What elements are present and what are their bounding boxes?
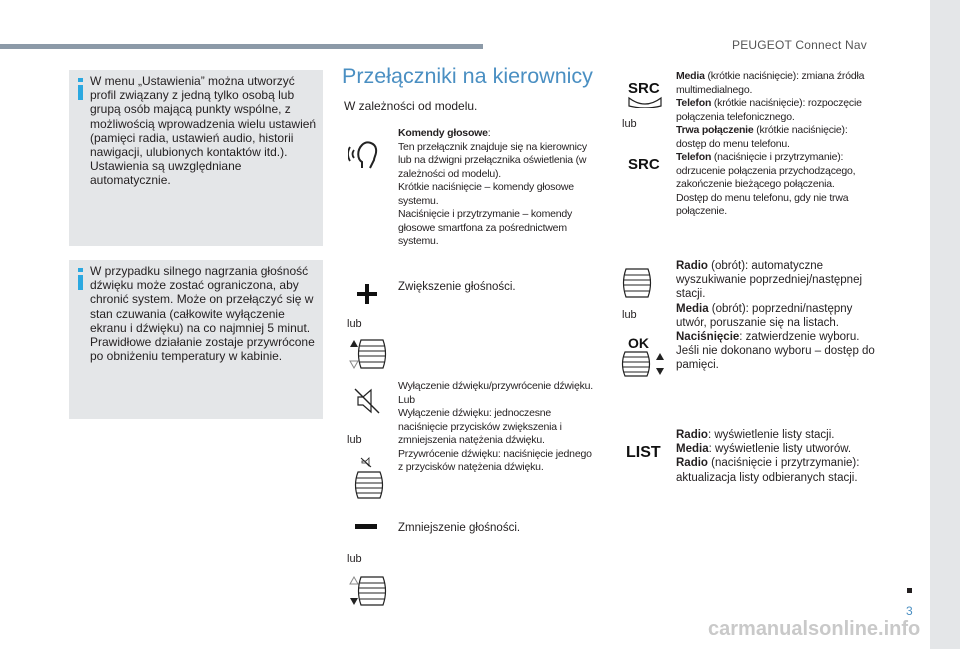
src-media-label: Media [676, 70, 705, 82]
volume-down-description: Zmniejszenie głośności. [398, 522, 521, 534]
volume-up-description: Zwiększenie głośności. [398, 281, 516, 293]
ok-description [676, 259, 876, 373]
ok-thumbwheel-icon [620, 351, 666, 377]
info-box-text: W przypadku silnego nagrzania głośność dźwięku może zostać ograniczona, aby chronić system. Może on przełączyć się w stan czuwania (całkowite wyłączenie ekranu i dźwięku) na co najmniej 5 minut. Prawidłowe działanie zostaje przywrócone po obniżeniu temperatury w kabinie. [90, 264, 315, 364]
page-edge-bar [930, 0, 960, 649]
list-radio-text: : wyświetlenie listy stacji. [707, 429, 835, 441]
voice-command-icon [348, 138, 382, 172]
voice-command-description [398, 127, 598, 249]
thumbwheel-down-icon [347, 574, 389, 608]
or-label: lub [347, 553, 362, 565]
src-button-label-alt: SRC [628, 156, 660, 173]
list-radio2-label: Radio [676, 457, 708, 470]
mute-description: Wyłączenie dźwięku/przywrócenie dźwięku. Lub Wyłączenie dźwięku: jednoczesne naciśnięcie przycisków zwiększenia i zmniejszenia natężenia dźwięku. Przywrócenie dźwięku: naciśnięcie jednego z przycisków natężenia dźwięku. [398, 380, 593, 473]
list-description [676, 428, 876, 485]
src-phone-text: (krótkie naciśnięcie): rozpoczęcie połączenia telefonicznego. [676, 97, 862, 123]
src-phone2-text: (naciśnięcie i przytrzymanie): odrzucenie połączenia przychodzącego, zakończenie bieżącego połączenia. Dostęp do menu telefonu, gdy nie trwa połączenie. [676, 151, 856, 217]
continue-marker [907, 588, 912, 593]
thumbwheel-up-icon [347, 337, 389, 371]
ok-media-text: (obrót): poprzedni/następny utwór, poruszanie się na listach. [676, 302, 853, 329]
section-title: Przełączniki na kierownicy [342, 64, 593, 88]
info-box-text: W menu „Ustawienia” można utworzyć profil związany z jedną tylko osobą lub grupą osób mającą punkty wspólne, z możliwością wprowadzenia wielu ustawień (pamięci radia, ustawień audio, historii nawigacji, ulubionych kontaktów itd.). Ustawienia są uwzględniane automatycznie. [90, 74, 317, 188]
or-label: lub [622, 118, 637, 130]
list-button-label: LIST [626, 444, 661, 461]
src-phone-label: Telefon [676, 97, 712, 109]
src-call-text: (krótkie naciśnięcie): dostęp do menu telefonu. [676, 124, 848, 150]
thumbwheel-mute-icon [353, 457, 385, 499]
src-phone2-label: Telefon [676, 151, 712, 163]
mute-icon [353, 387, 381, 415]
ok-media-label: Media [676, 302, 709, 315]
voice-command-text: : Ten przełącznik znajduje się na kierownicy lub na dźwigni przełącznika oświetlenia (w zależności od modelu). Krótkie naciśnięcie – komendy głosowe systemu. Naciśnięcie i przytrzymanie – komendy głosowe smartfona za pośrednictwem systemu. [398, 127, 587, 247]
info-box-profiles [69, 70, 323, 246]
src-description [676, 70, 876, 219]
or-label: lub [347, 318, 362, 330]
info-icon [78, 78, 83, 100]
page-number: 3 [906, 604, 913, 618]
header-rule [0, 44, 483, 49]
list-radio2-text: (naciśnięcie i przytrzymanie): aktualizacja listy odbieranych stacji. [676, 457, 860, 484]
minus-icon [355, 523, 377, 531]
ok-radio-text: (obrót): automatyczne wyszukiwanie poprzedniej/następnej stacji. [676, 260, 863, 301]
src-media-text: (krótkie naciśnięcie): zmiana źródła multimedialnego. [676, 70, 865, 96]
plus-icon [356, 283, 378, 305]
or-label: lub [347, 434, 362, 446]
ok-press-text: : zatwierdzenie wyboru. Jeśli nie dokonano wyboru – dostęp do pamięci. [676, 331, 875, 372]
ok-press-label: Naciśnięcie [676, 331, 740, 344]
ok-radio-label: Radio [676, 260, 708, 272]
info-box-overheating [69, 260, 323, 419]
src-call-label: Trwa połączenie [676, 124, 754, 136]
or-label: lub [622, 309, 637, 321]
section-subtitle: W zależności od modelu. [344, 99, 478, 113]
list-radio-label: Radio [676, 429, 708, 441]
list-media-label: Media [676, 443, 709, 456]
src-button-label: SRC [628, 80, 660, 97]
info-icon [78, 268, 83, 290]
list-media-text: : wyświetlenie listy utworów. [708, 443, 852, 456]
voice-command-label: Komendy głosowe [398, 127, 488, 139]
watermark: carmanualsonline.info [708, 618, 921, 640]
src-button-icon [628, 96, 662, 108]
header-title: PEUGEOT Connect Nav [732, 38, 867, 52]
ok-button-label: OK [628, 335, 649, 351]
thumbwheel-right-icon [620, 266, 662, 300]
